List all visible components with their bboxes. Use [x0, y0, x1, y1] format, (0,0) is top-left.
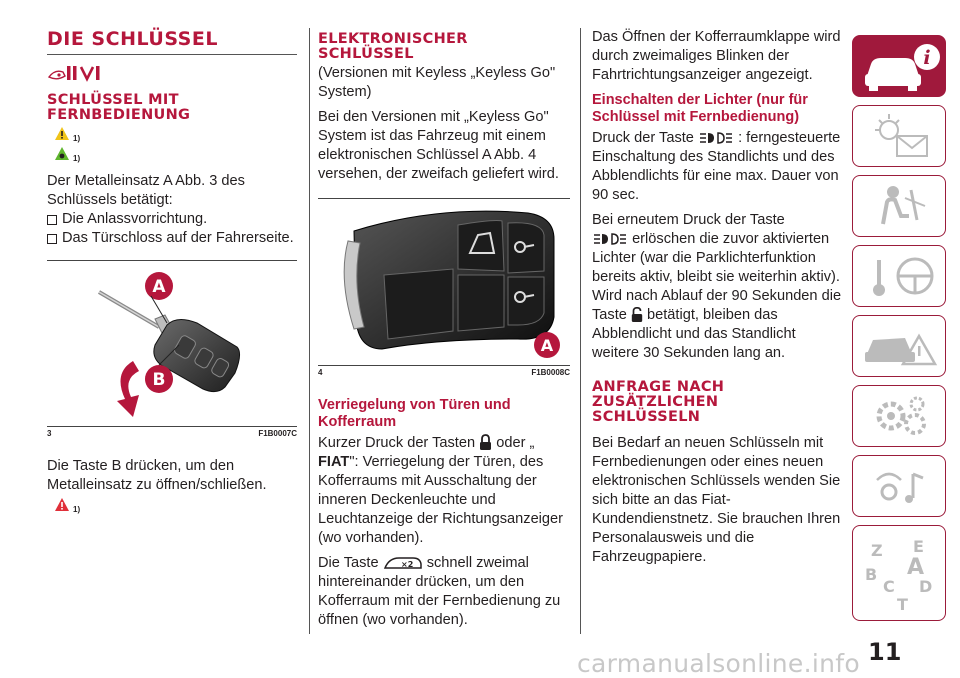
- headlight-icon: [592, 231, 628, 247]
- trunk-text: [318, 554, 570, 630]
- checkbox-bullet-icon: [47, 215, 57, 225]
- column-electronic-key: [318, 28, 570, 630]
- padlock-open-icon: [631, 307, 643, 323]
- seat-safety-icon: [853, 176, 947, 238]
- car-emergency-icon: [853, 316, 947, 378]
- lights-text: [592, 129, 842, 205]
- trunk-icon-label: ×2: [400, 560, 413, 569]
- fiat-button-name: FIAT: [318, 454, 350, 470]
- tab-steering[interactable]: [852, 245, 946, 307]
- subsection-title: Verriegelung von Türen und Kofferraum: [318, 397, 511, 430]
- tab-seat-safety[interactable]: [852, 175, 946, 237]
- index-letter: A: [907, 555, 925, 580]
- index-letter: D: [919, 577, 933, 596]
- lights-off-text: [592, 211, 842, 287]
- intro-text: Der Metalleinsatz A Abb. 3 des Schlüssels betätigt:: [47, 173, 245, 208]
- lock-text-end: ": Verriegelung der Türen, des Kofferraums mit Ausschaltung der inneren Deckenleuchte und Leuchtanzeige der Richtungsanzeiger (wo vorhanden).: [318, 454, 564, 546]
- warning-triangle-icon: [55, 127, 69, 140]
- multimedia-icon: [853, 456, 947, 518]
- lock-text-mid: oder „: [496, 435, 535, 451]
- figure-caption: [47, 427, 297, 438]
- index-letter: B: [865, 565, 878, 584]
- list-item: [47, 229, 297, 248]
- figure-3: [47, 260, 297, 427]
- electronic-key-illustration: [318, 199, 570, 365]
- svg-text:i: i: [923, 47, 931, 69]
- gears-service-icon: [853, 386, 947, 448]
- label-b: B: [152, 370, 166, 390]
- index-letter: Z: [871, 541, 883, 560]
- tab-index[interactable]: [852, 525, 946, 621]
- column-lights: [592, 28, 842, 567]
- trunk-feedback-text: Das Öffnen der Kofferraumklappe wird durch zweimaliges Blinken der Fahrtrichtungsanzeiger angezeigt.: [592, 29, 841, 83]
- open-key-text: Die Taste B drücken, um den Metalleinsatz zu öffnen/schließen.: [47, 458, 267, 493]
- trunk-open-icon: [383, 555, 423, 571]
- label-a: A: [152, 277, 166, 297]
- lock-text-start: Kurzer Druck der Tasten: [318, 435, 476, 451]
- list-item: [47, 210, 297, 229]
- page-number: 11: [868, 638, 902, 666]
- subsection-title: Einschalten der Lichter (nur für Schlüssel mit Fernbedienung): [592, 92, 808, 125]
- environment-leaf-icon: [55, 147, 69, 160]
- steering-wheel-icon: [853, 246, 947, 308]
- title-rule: [47, 54, 297, 55]
- warning-note[interactable]: [55, 127, 297, 147]
- index-letter: E: [913, 537, 924, 556]
- electronic-key-text: Bei den Versionen mit „Keyless Go" System ist das Fahrzeug mit einem elektronischen Schlüssel A Abb. 4 versehen, der zweifach geliefert wird.: [318, 109, 559, 182]
- subsection-title: ANFRAGE NACH ZUSÄTZLICHEN SCHLÜSSELN: [592, 379, 725, 425]
- checkbox-bullet-icon: [47, 234, 57, 244]
- tab-emergency[interactable]: [852, 315, 946, 377]
- index-letters-icon: [853, 526, 947, 620]
- subsection-title: SCHLÜSSEL MIT FERNBEDIENUNG: [47, 92, 191, 123]
- lights-timeout-end: betätigt, bleiben das Abblendlicht und das Standlicht weitere 30 Sekunden lang an.: [592, 307, 796, 361]
- lights-text-end: : ferngesteuerte Einschaltung des Standlichts und des Abblendlichts für eine max. Dauer von 90 sec.: [592, 130, 841, 203]
- tab-multimedia[interactable]: [852, 455, 946, 517]
- headlight-icon: [698, 130, 734, 146]
- lights-timeout-start: Wird nach Ablauf der 90 Sekunden die Taste: [592, 288, 842, 323]
- lights-off-start: Bei erneutem Druck der Taste: [592, 212, 785, 228]
- tab-lights-warnings[interactable]: [852, 105, 946, 167]
- index-letter: T: [897, 595, 908, 614]
- trunk-text-start: Die Taste: [318, 555, 379, 571]
- warning-reference: 1): [73, 505, 81, 514]
- lights-warnings-icon: [853, 106, 947, 168]
- lock-text: [318, 434, 570, 548]
- figure-4: [318, 198, 570, 366]
- figure-number: 3: [47, 429, 52, 438]
- index-letter: C: [883, 577, 895, 596]
- warning-reference: 1): [73, 134, 81, 143]
- list-item-text: Die Anlassvorrichtung.: [62, 211, 208, 227]
- list-item-text: Das Türschloss auf der Fahrerseite.: [62, 230, 294, 246]
- trunk-text-end: schnell zweimal hintereinander drücken, um den Kofferraum mit der Fernbedienung zu öffnen (wo vorhanden).: [318, 555, 561, 628]
- car-info-icon: [853, 36, 947, 98]
- figure-code: F1B0007C: [258, 429, 297, 438]
- tab-car-info[interactable]: [852, 35, 946, 97]
- column-keys: [47, 28, 297, 518]
- watermark: carmanualsonline.info: [577, 649, 860, 678]
- flip-key-illustration: [47, 261, 297, 426]
- section-title: DIE SCHLÜSSEL: [47, 28, 218, 50]
- lights-text-start: Druck der Taste: [592, 130, 694, 146]
- figure-number: 4: [318, 368, 323, 377]
- padlock-icon: [479, 434, 492, 451]
- figure-caption: [318, 366, 570, 377]
- request-text: Bei Bedarf an neuen Schlüsseln mit Fernbedienungen oder eines neuen elektronischen Schlüssels wenden Sie sich bitte an das Fiat-Kundendienstnetz. Sie brauchen Ihren Personalausweis und die Fahrzeugpapiere.: [592, 435, 841, 565]
- subsection-title: ELEKTRONISCHER SCHLÜSSEL: [318, 31, 468, 62]
- column-rule: [309, 28, 310, 634]
- environment-note[interactable]: [55, 147, 297, 167]
- warning-note[interactable]: [55, 498, 297, 518]
- label-a: A: [540, 336, 554, 355]
- versions-note: (Versionen mit Keyless „Keyless Go" System): [318, 65, 556, 100]
- environment-reference: 1): [73, 154, 81, 163]
- lights-timeout-text: [592, 287, 842, 363]
- tab-service[interactable]: [852, 385, 946, 447]
- warning-triangle-icon: [55, 498, 69, 511]
- figure-code: F1B0008C: [531, 368, 570, 377]
- remote-key-icon: [47, 63, 297, 83]
- column-rule: [580, 28, 581, 634]
- lights-off-end: erlöschen die zuvor aktivierten Lichter (war die Parklichterfunktion bereits aktiv, bleibt sie weiterhin aktiv).: [592, 231, 840, 285]
